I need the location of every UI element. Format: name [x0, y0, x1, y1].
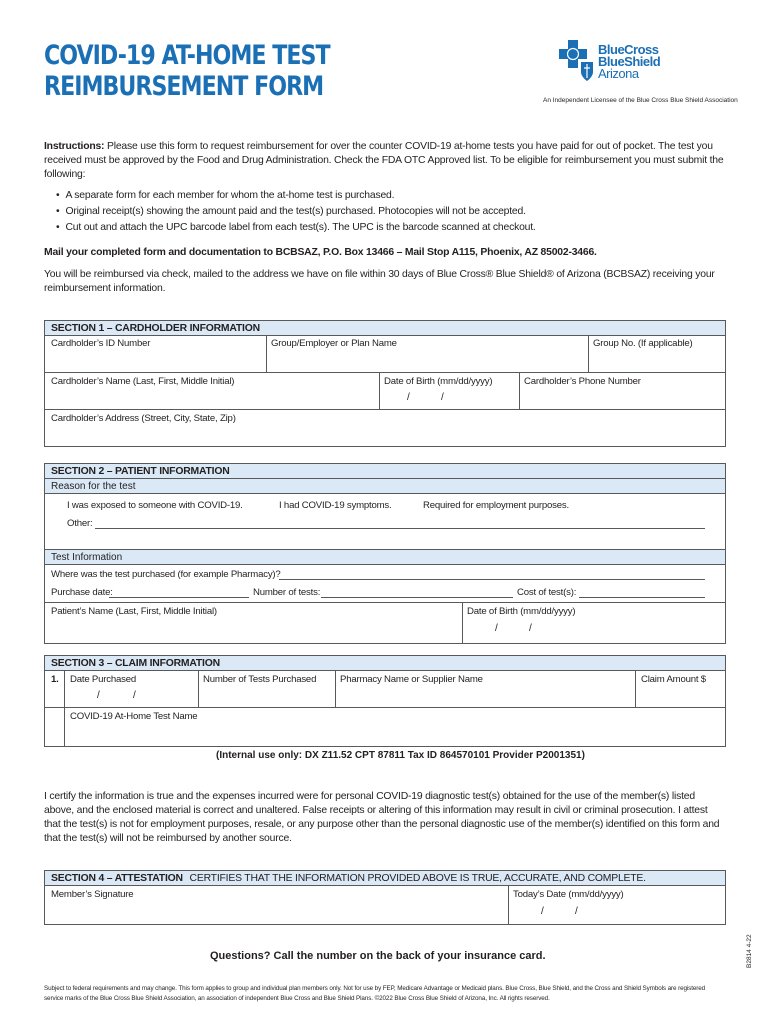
certification-text: I certify the information is true and the expenses incurred were for personal COVID-19 diagnostic test(s) obtained for the use of the member(s) listed above, and the enclosed material is correct and unaltered. False receipts or altering of this information may result in civil or criminal prosecution. I attest that the test(s) is not for employment purposes, resale, or any purpose other than the personal diagnostic use of the member(s) identified on this form and that the test(s) will not be reimbursed by another source. [44, 791, 720, 844]
section-3-title: SECTION 3 – CLAIM INFORMATION [45, 656, 725, 671]
title-line-2: REIMBURSEMENT FORM [44, 71, 324, 102]
date-separator: / [529, 623, 532, 634]
dob-label: Date of Birth (mm/dd/yyyy) [384, 376, 493, 387]
internal-use-text: (Internal use only: DX Z11.52 CPT 87811 Tax ID 864570101 Provider P2001351) [216, 750, 585, 761]
date-separator: / [133, 690, 136, 701]
test-info-subhead: Test Information [45, 550, 725, 565]
reason-row [45, 494, 725, 550]
form-title [44, 40, 388, 102]
cost-line[interactable] [579, 597, 705, 598]
questions-text: Questions? Call the number on the back of your insurance card. [210, 950, 546, 962]
cross-shield-icon [556, 38, 596, 82]
date-separator: / [495, 623, 498, 634]
num-purchased-label: Number of Tests Purchased [203, 674, 317, 685]
cardholder-row-1 [45, 336, 725, 373]
purchase-date-label: Purchase date: [51, 587, 113, 598]
section-4-attestation [44, 870, 726, 925]
claim-row-1 [45, 671, 725, 708]
where-purchased-label: Where was the test purchased (for example Pharmacy)? [51, 569, 281, 580]
logo-wordmark: BlueCross BlueShield Arizona [598, 42, 661, 81]
cardholder-row-3 [45, 410, 725, 446]
today-date-label: Today’s Date (mm/dd/yyyy) [513, 889, 624, 900]
reason-symptoms-label: I had COVID-19 symptoms. [279, 500, 392, 511]
title-line-1: COVID-19 AT-HOME TEST [44, 40, 330, 71]
address-label: Cardholder’s Address (Street, City, State, Zip) [51, 413, 236, 424]
section-4-title [45, 871, 725, 886]
cardholder-name-label: Cardholder’s Name (Last, First, Middle Initial) [51, 376, 235, 387]
reimbursement-note: You will be reimbursed via check, mailed to the address we have on file within 30 days of Blue Cross® Blue Shield® of Arizona (BCBSAZ) receiving your reimbursement information. [44, 269, 715, 294]
attestation-row [45, 886, 725, 924]
fine-print: Subject to federal requirements and may change. This form applies to group and individual plan members only. Not for use by FEP, Medicare Advantage or Medicaid plans. Blue Cross, Blue Shield, and the Cross and Shield Symbols are registered service marks of the Blue Cross Blue Shield Association, an association of independent Blue Cross and Blue Shield Plans. ©2022 Blue Cross Blue Shield of Arizona, Inc. All rights reserved. [44, 985, 706, 1002]
num-tests-line[interactable] [321, 597, 513, 598]
date-purchased-label: Date Purchased [70, 674, 136, 685]
other-input-line[interactable] [95, 528, 705, 529]
group-employer-label: Group/Employer or Plan Name [271, 338, 397, 349]
test-info-row [45, 565, 725, 603]
cardholder-row-2 [45, 373, 725, 410]
pharmacy-label: Pharmacy Name or Supplier Name [340, 674, 483, 685]
patient-dob-label: Date of Birth (mm/dd/yyyy) [467, 606, 576, 617]
claim-amount-label: Claim Amount $ [641, 674, 706, 685]
section-1-title: SECTION 1 – CARDHOLDER INFORMATION [45, 321, 725, 336]
requirements-list [56, 188, 716, 236]
instructions-label: Instructions: [44, 141, 105, 152]
section-4-subtitle: CERTIFIES THAT THE INFORMATION PROVIDED ABOVE IS TRUE, ACCURATE, AND COMPLETE. [189, 873, 646, 884]
num-tests-label: Number of tests: [253, 587, 321, 598]
mail-instructions: Mail your completed form and documentation to BCBSAZ, P.O. Box 13466 – Mail Stop A115, Phoenix, AZ 85002-3466. [44, 247, 597, 258]
instructions [44, 140, 724, 182]
cardholder-id-label: Cardholder’s ID Number [51, 338, 151, 349]
section-2-title: SECTION 2 – PATIENT INFORMATION [45, 464, 725, 479]
reason-subhead: Reason for the test [45, 479, 725, 494]
patient-row [45, 603, 725, 643]
test-name-label: COVID-19 At-Home Test Name [70, 711, 198, 722]
form-id: B2814 4-22 [746, 934, 753, 968]
list-item: • Cut out and attach the UPC barcode label from each test(s). The UPC is the barcode scanned at checkout. [56, 220, 716, 236]
licensee-text: An Independent Licensee of the Blue Cross Blue Shield Association [543, 97, 738, 104]
reason-employment-label: Required for employment purposes. [423, 500, 569, 511]
phone-label: Cardholder’s Phone Number [524, 376, 641, 387]
group-no-label: Group No. (If applicable) [593, 338, 693, 349]
list-item: • Original receipt(s) showing the amount paid and the test(s) purchased. Photocopies will not be accepted. [56, 204, 716, 220]
reason-exposed-label: I was exposed to someone with COVID-19. [67, 500, 243, 511]
date-separator: / [541, 906, 544, 917]
claim-number: 1. [51, 674, 59, 685]
patient-name-label: Patient’s Name (Last, First, Middle Initial) [51, 606, 217, 617]
section-3-claim [44, 655, 726, 747]
date-separator: / [407, 392, 410, 403]
signature-label: Member’s Signature [51, 889, 134, 900]
cost-label: Cost of test(s): [517, 587, 577, 598]
where-purchased-line[interactable] [279, 579, 705, 580]
other-label: Other: [67, 518, 93, 529]
claim-row-2 [45, 708, 725, 746]
section-1-cardholder [44, 320, 726, 447]
section-2-patient [44, 463, 726, 644]
instructions-text: Please use this form to request reimbursement for over the counter COVID-19 at-home tests you have paid for out of pocket. The test you received must be approved by the Food and Drug Administration. Check the FDA OTC Approved list. To be eligible for reimbursement you must submit the following: [44, 141, 724, 180]
date-separator: / [575, 906, 578, 917]
section-4-heading: SECTION 4 – ATTESTATION [51, 873, 183, 884]
date-separator: / [97, 690, 100, 701]
list-item: • A separate form for each member for whom the at-home test is purchased. [56, 188, 716, 204]
date-separator: / [441, 392, 444, 403]
purchase-date-line[interactable] [109, 597, 249, 598]
